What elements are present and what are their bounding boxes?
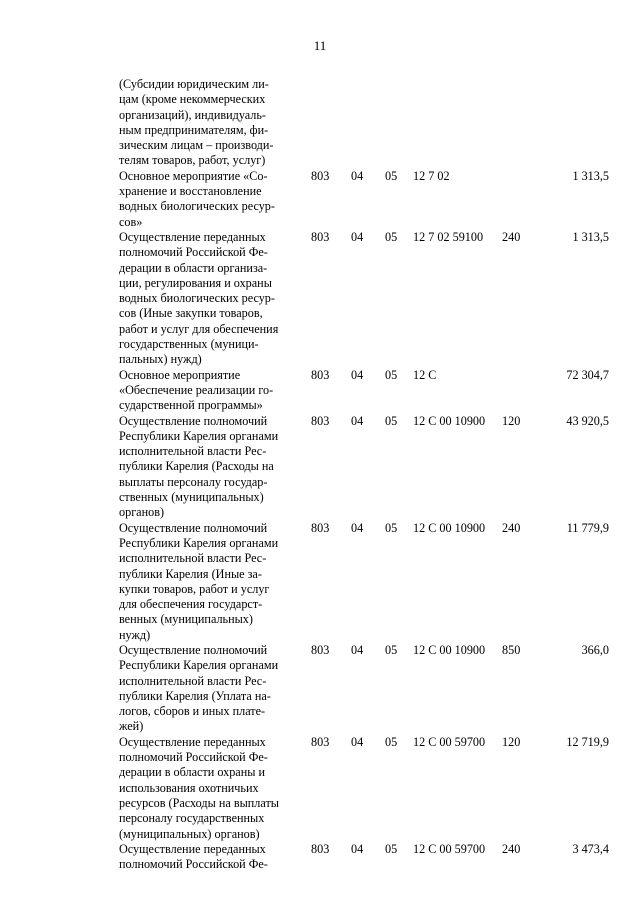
row-target-article: 12 С 00 10900	[413, 520, 486, 535]
row-section-code: 04	[351, 229, 364, 244]
row-section-code: 04	[351, 520, 364, 535]
row-target-article: 12 7 02	[413, 168, 450, 183]
row-subsection-code: 05	[385, 841, 398, 856]
table-row	[119, 735, 609, 842]
table-row	[119, 414, 609, 521]
row-department-code: 803	[311, 168, 330, 183]
row-section-code: 04	[351, 734, 364, 749]
row-amount: 43 920,5	[566, 413, 609, 428]
row-department-code: 803	[311, 734, 330, 749]
page-number: 11	[313, 38, 327, 53]
row-amount: 3 473,4	[572, 841, 609, 856]
row-name: Осуществление переданных полномочий Российской Фе- дерации в области охраны и использования охотничьих ресурсов (Расходы на выплаты персоналу государственных (муниципальных) органов)	[119, 734, 279, 841]
row-target-article: 12 С 00 10900	[413, 413, 486, 428]
table-row	[119, 842, 609, 873]
table-row	[119, 77, 609, 169]
row-amount: 1 313,5	[572, 168, 609, 183]
row-amount: 12 719,9	[566, 734, 609, 749]
row-amount: 72 304,7	[566, 367, 609, 382]
row-department-code: 803	[311, 841, 330, 856]
budget-table	[119, 77, 609, 872]
row-name: (Субсидии юридическим ли- цам (кроме некоммерческих организаций), индивидуаль- ным предпринимателям, фи- зическим лицам – производи- телям товаров, работ, услуг)	[119, 77, 274, 168]
table-row	[119, 230, 609, 368]
row-target-article: 12 С 00 59700	[413, 734, 486, 749]
row-expense-type: 240	[502, 520, 521, 535]
row-section-code: 04	[351, 413, 364, 428]
row-name: Осуществление полномочий Республики Карелия органами исполнительной власти Рес- публики Карелия (Расходы на выплаты персоналу государ- ственных (муниципальных) органов)	[119, 413, 279, 520]
row-subsection-code: 05	[385, 367, 398, 382]
row-amount: 366,0	[581, 642, 609, 657]
row-name: Основное мероприятие «Со- хранение и восстановление водных биологических ресур- сов»	[119, 168, 275, 229]
row-department-code: 803	[311, 520, 330, 535]
row-amount: 1 313,5	[572, 229, 609, 244]
row-expense-type: 120	[502, 734, 521, 749]
row-target-article: 12 С 00 59700	[413, 841, 486, 856]
table-row	[119, 169, 609, 230]
row-department-code: 803	[311, 413, 330, 428]
row-expense-type: 850	[502, 642, 521, 657]
row-expense-type: 120	[502, 413, 521, 428]
row-subsection-code: 05	[385, 734, 398, 749]
table-row	[119, 643, 609, 735]
row-section-code: 04	[351, 367, 364, 382]
row-amount: 11 779,9	[566, 520, 609, 535]
row-subsection-code: 05	[385, 413, 398, 428]
row-department-code: 803	[311, 229, 330, 244]
row-name: Осуществление переданных полномочий Российской Фе-	[119, 841, 268, 872]
row-name: Осуществление полномочий Республики Карелия органами исполнительной власти Рес- публики Карелия (Уплата на- логов, сборов и иных плате- жей)	[119, 642, 279, 734]
row-name: Основное мероприятие «Обеспечение реализации го- сударственной программы»	[119, 367, 274, 413]
row-section-code: 04	[351, 168, 364, 183]
row-expense-type: 240	[502, 841, 521, 856]
row-name: Осуществление полномочий Республики Карелия органами исполнительной власти Рес- публики Карелия (Иные за- купки товаров, работ и услуг для обеспечения государст- венных (муниципальных) нужд)	[119, 520, 279, 642]
row-subsection-code: 05	[385, 642, 398, 657]
row-target-article: 12 С 00 10900	[413, 642, 486, 657]
row-target-article: 12 С	[413, 367, 437, 382]
row-name: Осуществление переданных полномочий Российской Фе- дерации в области организа- ции, регулирования и охраны водных биологических ресур- сов (Иные закупки товаров, работ и услуг для обеспечения государственных (муници- пальных) нужд)	[119, 229, 279, 367]
row-subsection-code: 05	[385, 229, 398, 244]
row-department-code: 803	[311, 642, 330, 657]
row-expense-type: 240	[502, 229, 521, 244]
table-row	[119, 521, 609, 643]
row-subsection-code: 05	[385, 520, 398, 535]
row-target-article: 12 7 02 59100	[413, 229, 484, 244]
table-row	[119, 368, 609, 414]
row-subsection-code: 05	[385, 168, 398, 183]
row-section-code: 04	[351, 642, 364, 657]
row-section-code: 04	[351, 841, 364, 856]
row-department-code: 803	[311, 367, 330, 382]
